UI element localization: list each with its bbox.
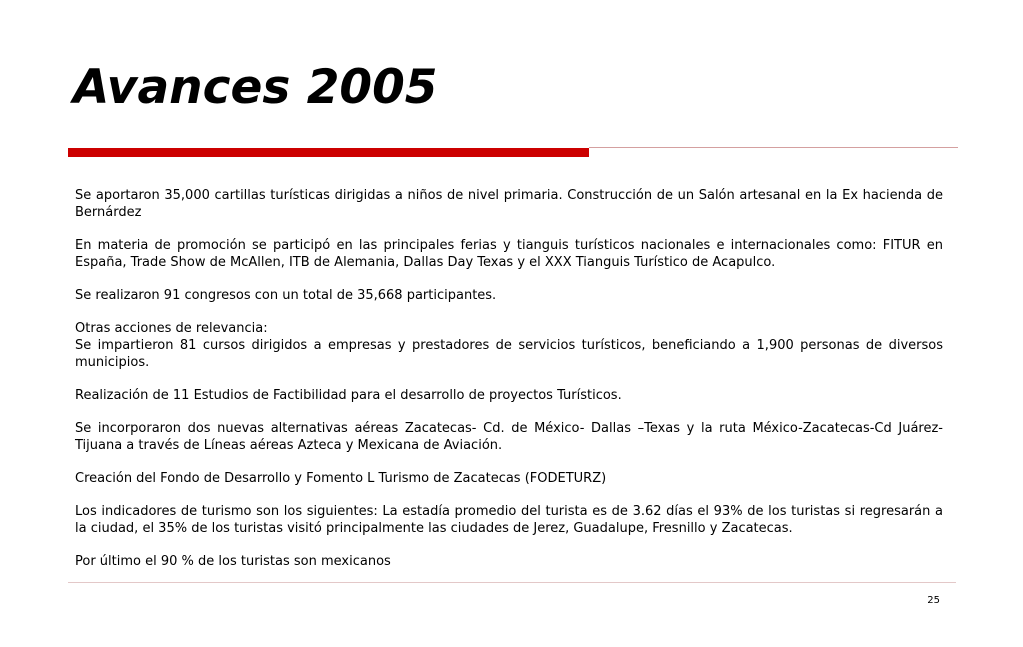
- paragraph-cursos: Se impartieron 81 cursos dirigidos a empresas y prestadores de servicios turísticos, beneficiando a 1,900 personas de diversos municipios.: [75, 338, 943, 370]
- paragraph-estudios: Realización de 11 Estudios de Factibilidad para el desarrollo de proyectos Turísticos.: [75, 388, 622, 403]
- paragraph-indicadores: Los indicadores de turismo son los siguientes: La estadía promedio del turista es de 3.62 días el 93% de los turistas si regresarán a la ciudad, el 35% de los turistas visitó principalmente las ciudades de Jerez, Guadalupe, Fresnillo y Zacatecas.: [75, 504, 943, 536]
- page-number: 25: [927, 595, 940, 606]
- paragraph-mexicanos: Por último el 90 % de los turistas son mexicanos: [75, 554, 391, 569]
- paragraph-cartillas: Se aportaron 35,000 cartillas turísticas dirigidas a niños de nivel primaria. Construcción de un Salón artesanal en la Ex hacienda de Bernárdez: [75, 188, 943, 220]
- slide-body: [75, 187, 943, 586]
- paragraph-aereas: Se incorporaron dos nuevas alternativas aéreas Zacatecas- Cd. de México- Dallas –Texas y la ruta México-Zacatecas-Cd Juárez-Tijuana a través de Líneas aéreas Azteca y Mexicana de Aviación.: [75, 421, 943, 453]
- paragraph-promocion: En materia de promoción se participó en las principales ferias y tianguis turísticos nacionales e internacionales como: FITUR en España, Trade Show de McAllen, ITB de Alemania, Dallas Day Texas y el XXX Tianguis Turístico de Acapulco.: [75, 238, 943, 270]
- paragraph-fodeturz: Creación del Fondo de Desarrollo y Fomento L Turismo de Zacatecas (FODETURZ): [75, 471, 607, 486]
- slide-title: Avances 2005: [73, 60, 438, 115]
- subheading-otras-acciones: Otras acciones de relevancia:: [75, 321, 268, 336]
- title-underline-thin: [589, 147, 958, 148]
- paragraph-congresos: Se realizaron 91 congresos con un total de 35,668 participantes.: [75, 288, 497, 303]
- footer-divider: [68, 582, 956, 583]
- paragraph-otras-acciones: [75, 320, 943, 371]
- title-underline-thick: [68, 148, 589, 157]
